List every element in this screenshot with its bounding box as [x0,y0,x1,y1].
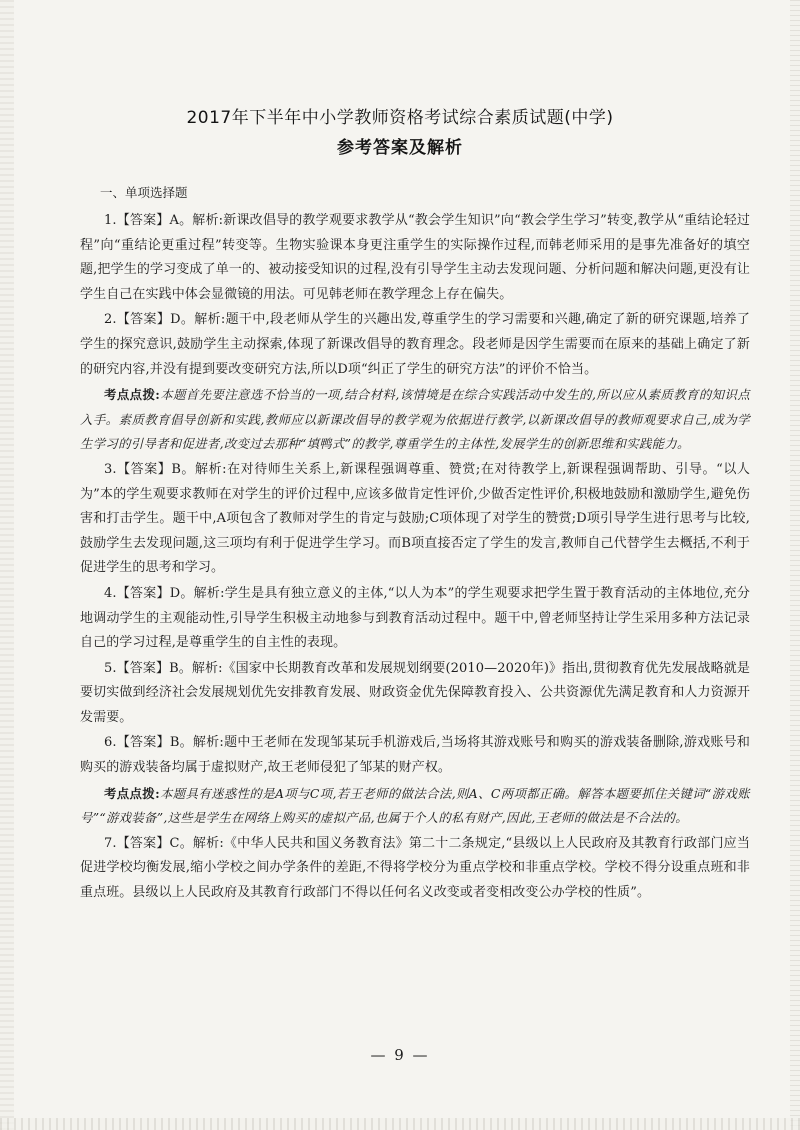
answer-paragraph-3: 3.【答案】B。解析:在对待师生关系上,新课程强调尊重、赞赏;在对待教学上,新课程强调帮助、引导。“以人为”本的学生观要求教师在对学生的评价过程中,应该多做肯定性评价,少做否定性评价,积极地鼓励和激励学生,避免伤害和打击学生。题干中,A项包含了教师对学生的肯定与鼓励;C项体现了对学生的赞赏;D项引导学生进行思考与比较,鼓励学生去发现问题,这三项均有利于促进学生学习。而B项直接否定了学生的发言,教师自己代替学生去概括,不利于促进学生的思考和学习。 [80,461,750,576]
tip-label: 考点点拨: [104,785,160,801]
tip-paragraph-2 [80,782,750,831]
page-number: — 9 — [370,1046,430,1064]
answer-paragraph-2: 2.【答案】D。解析:题干中,段老师从学生的兴趣出发,尊重学生的学习需要和兴趣,确定了新的研究课题,培养了学生的探究意识,鼓励学生主动探索,体现了新课改倡导的教育理念。段老师是因学生需要而在原来的基础上确定了新的研究内容,并没有提到要改变研究方法,所以D项“纠正了学生的研究方法”的评价不恰当。 [80,312,750,377]
document-body [80,181,750,906]
scan-edge-right [790,0,800,1130]
answer-paragraph-1: 1.【答案】A。解析:新课改倡导的教学观要求教学从“教会学生知识”向“教会学生学习”转变,教学从“重结论轻过程”向“重结论更重过程”转变等。生物实验课本身更注重学生的实际操作过程,而韩老师采用的是事先准备好的填空题,把学生的学习变成了单一的、被动接受知识的过程,没有引导学生主动去发现问题、分析问题和解决问题,更没有让学生自己在实践中体会显微镜的用法。可见韩老师在教学理念上存在偏失。 [80,213,750,302]
scan-edge-left [0,0,14,1130]
answer-paragraph-7: 7.【答案】C。解析:《中华人民共和国义务教育法》第二十二条规定,“县级以上人民政府及其教育行政部门应当促进学校均衡发展,缩小学校之间办学条件的差距,不得将学校分为重点学校和非重点学校。学校不得分设重点班和非重点班。县级以上人民政府及其教育行政部门不得以任何名义改变或者变相改变公办学校的性质”。 [80,835,750,901]
section-heading: 一、单项选择题 [100,185,188,200]
scan-edge-bottom [0,1118,800,1130]
answer-paragraph-5: 5.【答案】B。解析:《国家中长期教育改革和发展规划纲要(2010—2020年)》指出,贯彻教育优先发展战略就是要切实做到经济社会发展规划优先安排教育发展、财政资金优先保障教育投入、公共资源优先满足教育和人力资源开发需要。 [80,660,750,725]
document-title: 2017年下半年中小学教师资格考试综合素质试题(中学) [186,108,614,128]
tip-text: 本题具有迷惑性的是A项与C项,若王老师的做法合法,则A、C两项都正确。解答本题要抓住关键词“游戏账号”“游戏装备”,这些是学生在网络上购买的虚拟产品,也属于个人的私有财产,因此,王老师的做法是不合法的。 [80,785,750,826]
answer-paragraph-4: 4.【答案】D。解析:学生是具有独立意义的主体,“以人为本”的学生观要求把学生置于教育活动的主体地位,充分地调动学生的主观能动性,引导学生积极主动地参与到教育活动过程中。题干中,曾老师坚持让学生采用多种方法记录自己的学习过程,是尊重学生的自主性的表现。 [80,585,750,651]
tip-label: 考点点拨: [104,387,161,403]
answer-paragraph-6: 6.【答案】B。解析:题中王老师在发现邹某玩手机游戏后,当场将其游戏账号和购买的游戏装备删除,游戏账号和购买的游戏装备均属于虚拟财产,故王老师侵犯了邹某的财产权。 [80,735,750,776]
tip-text: 本题首先要注意选不恰当的一项,结合材料,该情境是在综合实践活动中发生的,所以应从素质教育的知识点入手。素质教育倡导创新和实践,教师应以新课改倡导的教学观为依据进行教学,以新课改倡导的教师观要求自己,成为学生学习的引导者和促进者,改变过去那种“填鸭式”的教学,尊重学生的主体性,发展学生的创新思维和实践能力。 [80,387,751,452]
tip-paragraph-1 [80,383,750,457]
document-subtitle: 参考答案及解析 [337,138,463,158]
